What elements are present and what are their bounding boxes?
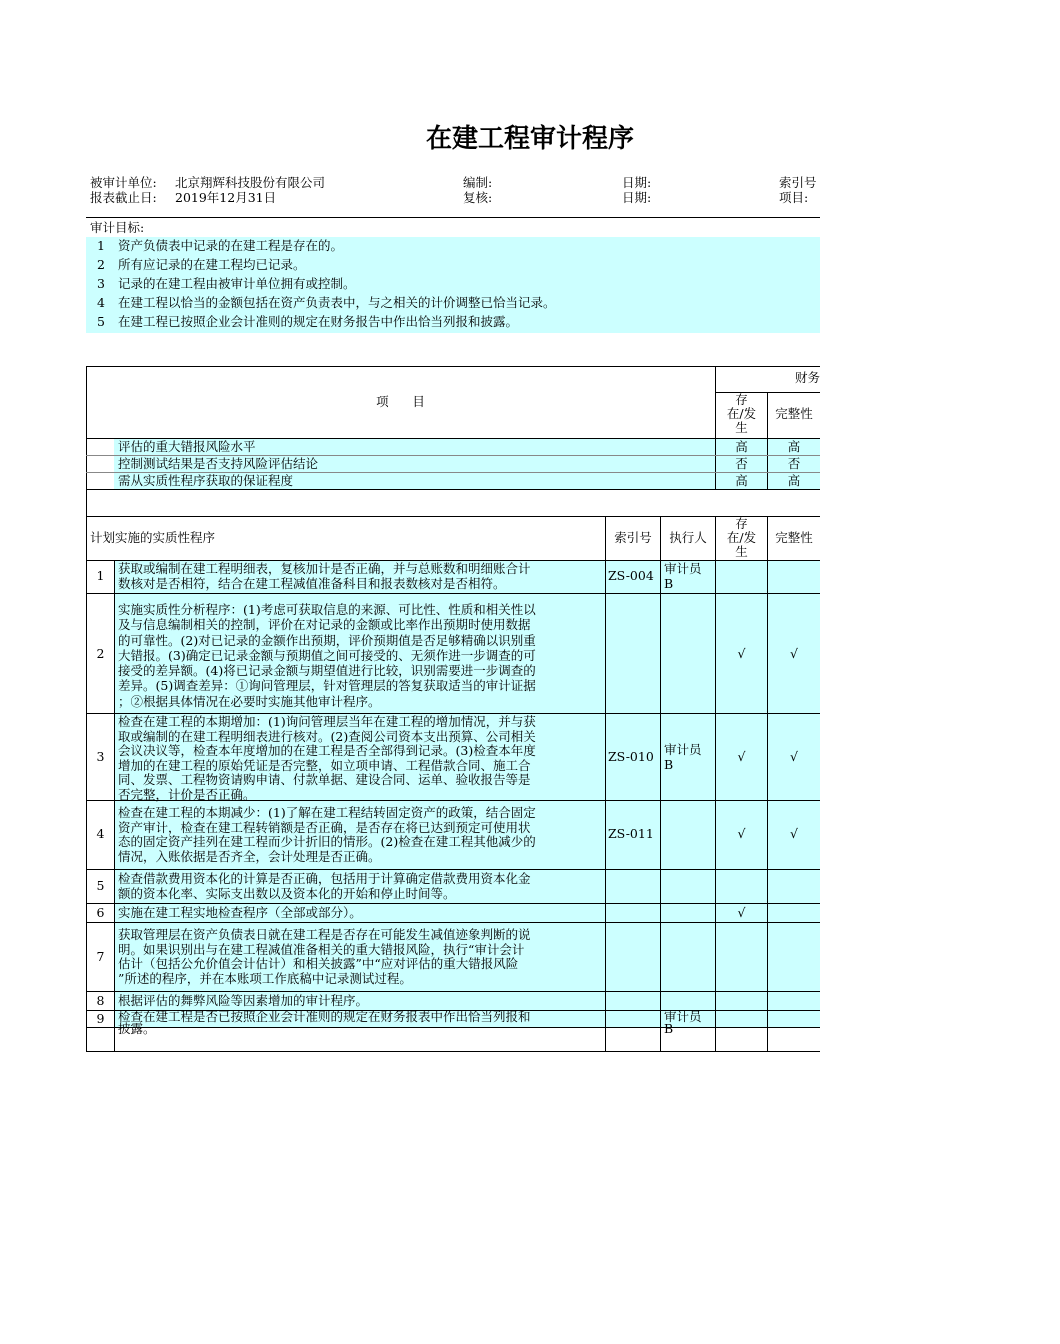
complete-header: 完整性 [775,406,813,421]
executor-cell: 审计员 B [664,561,702,591]
exec-header: 执行人 [669,530,707,545]
executor-cell: 审计员 B [664,1009,702,1036]
exist-check: √ [737,749,746,764]
date-label-1: 日期: [622,175,652,190]
index-cell: ZS-004 [608,568,654,583]
item-header: 项 目 [376,394,425,409]
row-number: 1 [96,568,105,583]
index-label: 索引号 [779,175,817,190]
procedure-text: 检查在建工程是否已按照企业会计准则的规定在财务报表中作出恰当列报和 披露。 [118,1009,531,1036]
period-value: 2019年12月31日 [175,190,277,205]
row-number: 3 [96,749,105,764]
row-number: 7 [96,949,105,964]
risk-row-exist: 高 [735,473,748,488]
row-number: 6 [96,905,105,920]
period-label: 报表截止日: [90,190,157,205]
procedure-text: 检查在建工程的本期增加：(1)询问管理层当年在建工程的增加情况，并与获 取或编制的在建工程明细表进行核对。(2)查阅公司资本支出预算、公司相关 会议决议等，检查本年度增加的在建工程是否全部得到记录。(3)检查本年度 增加的在建工程的原始凭证是否完整，如立项申请、工程借款合同、施工合 同、发票、工程物资请购申请、付款单据、建设合同、运单、验收报告等是 否完整，计价是否正确。 [118,714,536,802]
exist-check: √ [737,905,746,920]
objective-text: 在建工程已按照企业会计准则的规定在财务报告中作出恰当列报和披露。 [118,314,519,329]
objective-number: 3 [97,276,105,291]
exist-header: 存 在/发 生 [726,392,757,435]
objective-number: 5 [97,314,105,329]
row-number: 8 [96,993,105,1008]
index-cell [608,1011,660,1027]
risk-row-complete: 否 [787,456,801,471]
procedure-text: 获取管理层在资产负债表日就在建工程是否存在可能发生减值迹象判断的说 明。如果识别出与在建工程减值准备相关的重大错报风险，执行“审计会计 估计（包括公允价值会计估计）和相关披露”中“应对评估的重大错报风险 ”所述的程序，并在本账项工作底稿中记录测试过程。 [118,927,531,986]
risk-row-complete: 高 [787,439,801,454]
index-header: 索引号 [614,530,652,545]
risk-row-exist: 高 [735,439,748,454]
executor-cell: 审计员 B [664,742,702,772]
exist-check: √ [737,646,746,661]
complete-header: 完整性 [775,530,813,545]
complete-check: √ [790,646,798,661]
financial-header: 财务 [795,370,821,385]
objective-text: 资产负债表中记录的在建工程是存在的。 [118,238,344,253]
risk-row-label: 控制测试结果是否支持风险评估结论 [118,456,319,471]
risk-row-label: 评估的重大错报风险水平 [118,439,256,454]
item-label: 项目: [779,190,809,205]
row-number: 2 [96,646,105,661]
complete-check [768,1011,820,1027]
index-cell: ZS-010 [608,749,654,764]
row-number: 9 [96,1011,105,1026]
objective-number: 1 [97,238,105,253]
unit-label: 被审计单位: [90,175,157,190]
risk-row-exist: 否 [735,456,748,471]
row-number: 5 [96,878,105,893]
unit-value: 北京翔辉科技股份有限公司 [175,175,326,190]
objective-text: 所有应记录的在建工程均已记录。 [118,257,306,272]
procedure-text: 检查借款费用资本化的计算是否正确，包括用于计算确定借款费用资本化金 额的资本化率、实际支出数以及资本化的开始和停止时间等。 [118,871,531,901]
objective-text: 在建工程以恰当的金额包括在资产负责表中，与之相关的计价调整已恰当记录。 [118,295,556,310]
procedure-text: 根据评估的舞弊风险等因素增加的审计程序。 [118,993,369,1008]
page-title: 在建工程审计程序 [425,124,634,154]
objective-text: 记录的在建工程由被审计单位拥有或控制。 [118,276,356,291]
complete-check: √ [790,749,798,764]
complete-check: √ [790,826,798,841]
exist-check [716,1011,767,1027]
row-number: 4 [96,826,105,841]
procedure-text: 实施实质性分析程序：(1)考虑可获取信息的来源、可比性、性质和相关性以 及与信息编制相关的控制，评价在对记录的金额或比率作出预期时使用数据 的可靠性。(2)对已记录的金额作出预期，评价预期值是否足够精确以识别重 大错报。(3)确定已记录金额与预期值之间可接受的、无须作进一步调查的可 接受的差异额。(4)将已记录金额与期望值进行比较，识别需要进一步调查的 差异。(5)调查差异：①询问管理层，针对管理层的答复获取适当的审计证据 ；②根据具体情况在必要时实施其他审计程序。 [118,602,536,709]
procedure-text: 检查在建工程的本期减少：(1)了解在建工程结转固定资产的政策，结合固定 资产审计，检查在建工程转销额是否正确，是否存在将已达到预定可使用状 态的固定资产挂列在建工程而少计折旧的情形。(2)检查在建工程其他减少的 情况，入账依据是否齐全，会计处理是否正确。 [118,805,536,864]
exist-check: √ [737,826,746,841]
index-cell: ZS-011 [608,826,654,841]
date-label-2: 日期: [622,190,652,205]
exist-header: 存 在/发 生 [726,516,757,559]
risk-row-complete: 高 [787,473,801,488]
procedure-text: 获取或编制在建工程明细表，复核加计是否正确，并与总账数和明细账合计 数核对是否相符，结合在建工程减值准备科目和报表数核对是否相符。 [118,561,531,591]
objective-number: 4 [97,295,105,310]
objectives-heading: 审计目标: [90,220,145,235]
prepared-label: 编制: [463,175,493,190]
header-divider [86,217,820,218]
proc-header: 计划实施的实质性程序 [90,530,216,545]
objective-number: 2 [97,257,105,272]
reviewed-label: 复核: [463,190,493,205]
procedure-text: 实施在建工程实地检查程序（全部或部分）。 [118,905,362,920]
risk-row-label: 需从实质性程序获取的保证程度 [118,473,294,488]
